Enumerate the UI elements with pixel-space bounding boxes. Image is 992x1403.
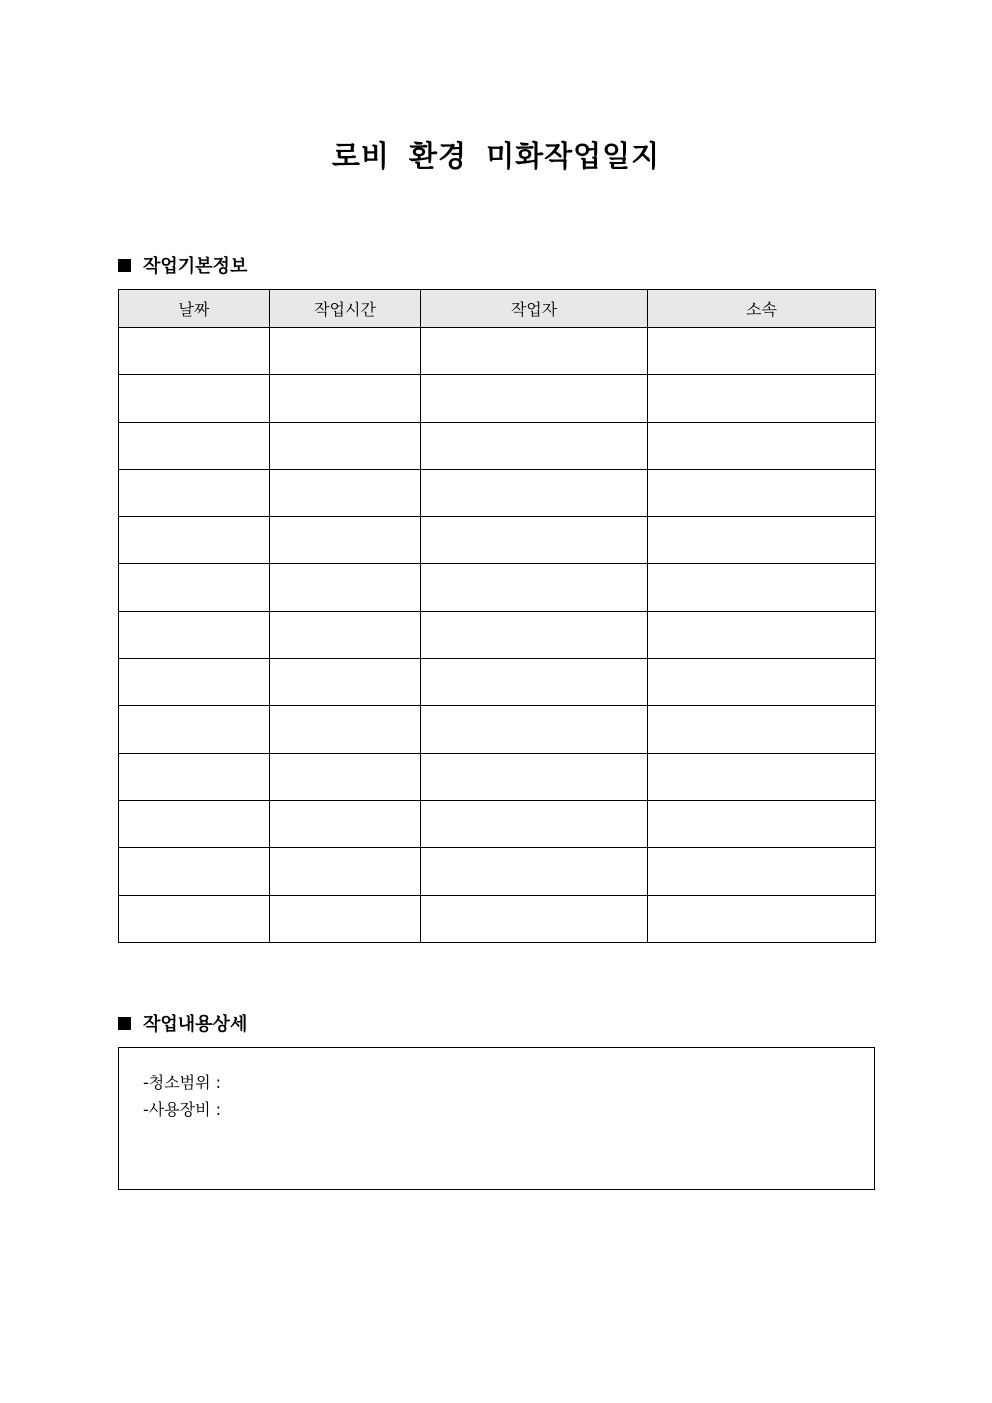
- table-row: [119, 753, 876, 800]
- date-cell[interactable]: [119, 800, 270, 847]
- work-time-cell[interactable]: [270, 375, 421, 422]
- column-header-worker: 작업자: [421, 290, 648, 328]
- table-row: [119, 517, 876, 564]
- section-heading-basic-info: [118, 252, 247, 278]
- work-time-cell[interactable]: [270, 895, 421, 942]
- column-header-work-time: 작업시간: [270, 290, 421, 328]
- affiliation-cell[interactable]: [648, 659, 876, 706]
- date-cell[interactable]: [119, 328, 270, 375]
- worker-cell[interactable]: [421, 328, 648, 375]
- date-cell[interactable]: [119, 422, 270, 469]
- affiliation-cell[interactable]: [648, 375, 876, 422]
- affiliation-cell[interactable]: [648, 800, 876, 847]
- date-cell[interactable]: [119, 706, 270, 753]
- column-header-affiliation: 소속: [648, 290, 876, 328]
- worker-cell[interactable]: [421, 422, 648, 469]
- table-row: [119, 659, 876, 706]
- affiliation-cell[interactable]: [648, 469, 876, 516]
- work-time-cell[interactable]: [270, 328, 421, 375]
- table-row: [119, 800, 876, 847]
- work-detail-box[interactable]: [118, 1047, 875, 1190]
- affiliation-cell[interactable]: [648, 328, 876, 375]
- worker-cell[interactable]: [421, 517, 648, 564]
- work-info-table: [118, 289, 876, 943]
- worker-cell[interactable]: [421, 895, 648, 942]
- cleaning-scope-label: -청소범위 :: [143, 1073, 222, 1092]
- work-time-cell[interactable]: [270, 422, 421, 469]
- affiliation-cell[interactable]: [648, 895, 876, 942]
- table-row: [119, 422, 876, 469]
- table-row: [119, 469, 876, 516]
- worker-cell[interactable]: [421, 469, 648, 516]
- worker-cell[interactable]: [421, 800, 648, 847]
- work-time-cell[interactable]: [270, 753, 421, 800]
- date-cell[interactable]: [119, 611, 270, 658]
- worker-cell[interactable]: [421, 375, 648, 422]
- worker-cell[interactable]: [421, 706, 648, 753]
- worker-cell[interactable]: [421, 611, 648, 658]
- date-cell[interactable]: [119, 375, 270, 422]
- affiliation-cell[interactable]: [648, 848, 876, 895]
- section-heading-work-detail: [118, 1010, 247, 1036]
- date-cell[interactable]: [119, 517, 270, 564]
- affiliation-cell[interactable]: [648, 422, 876, 469]
- date-cell[interactable]: [119, 469, 270, 516]
- date-cell[interactable]: [119, 564, 270, 611]
- table-row: [119, 328, 876, 375]
- affiliation-cell[interactable]: [648, 611, 876, 658]
- table-row: [119, 564, 876, 611]
- worker-cell[interactable]: [421, 848, 648, 895]
- section-heading-text: 작업기본정보: [143, 256, 248, 277]
- work-time-cell[interactable]: [270, 517, 421, 564]
- date-cell[interactable]: [119, 659, 270, 706]
- date-cell[interactable]: [119, 753, 270, 800]
- table-row: [119, 895, 876, 942]
- equipment-used-label: -사용장비 :: [143, 1100, 222, 1119]
- table-header-row: [119, 290, 876, 328]
- table-row: [119, 848, 876, 895]
- table-row: [119, 706, 876, 753]
- work-time-cell[interactable]: [270, 564, 421, 611]
- affiliation-cell[interactable]: [648, 564, 876, 611]
- work-time-cell[interactable]: [270, 469, 421, 516]
- work-time-cell[interactable]: [270, 848, 421, 895]
- square-bullet-icon: [118, 1017, 131, 1030]
- work-time-cell[interactable]: [270, 659, 421, 706]
- worker-cell[interactable]: [421, 753, 648, 800]
- square-bullet-icon: [118, 259, 131, 272]
- table-row: [119, 375, 876, 422]
- affiliation-cell[interactable]: [648, 517, 876, 564]
- table-row: [119, 611, 876, 658]
- work-time-cell[interactable]: [270, 611, 421, 658]
- section-heading-text: 작업내용상세: [143, 1014, 248, 1035]
- worker-cell[interactable]: [421, 564, 648, 611]
- page-title: 로비 환경 미화작업일지: [331, 139, 661, 173]
- column-header-date: 날짜: [119, 290, 270, 328]
- worker-cell[interactable]: [421, 659, 648, 706]
- work-time-cell[interactable]: [270, 706, 421, 753]
- affiliation-cell[interactable]: [648, 753, 876, 800]
- date-cell[interactable]: [119, 895, 270, 942]
- work-time-cell[interactable]: [270, 800, 421, 847]
- date-cell[interactable]: [119, 848, 270, 895]
- affiliation-cell[interactable]: [648, 706, 876, 753]
